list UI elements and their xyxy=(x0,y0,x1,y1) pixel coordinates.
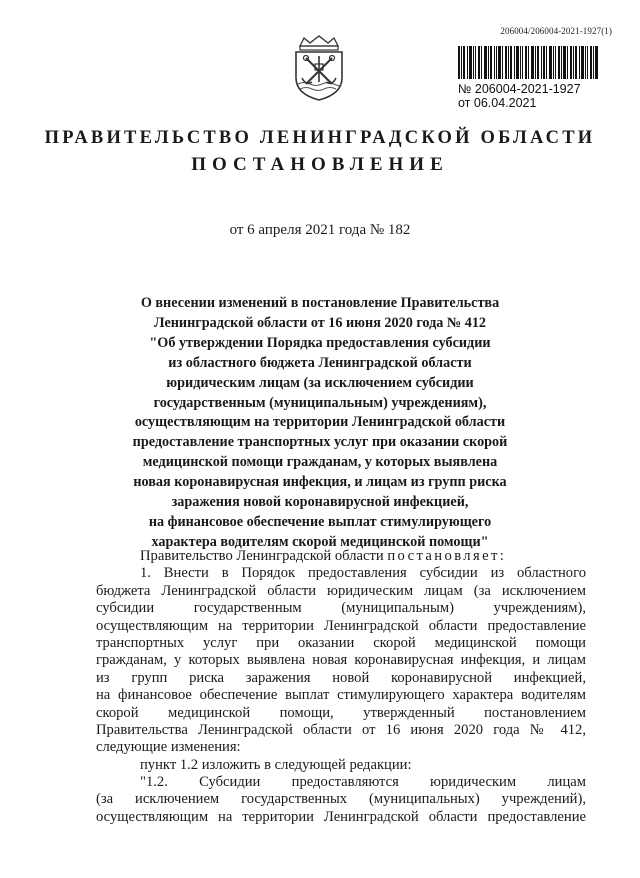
registration-date: от 06.04.2021 xyxy=(458,96,537,110)
body-line: пункт 1.2 изложить в следующей редакции: xyxy=(140,756,412,773)
body-line: скорой медицинской помощи, утвержденный постановлением xyxy=(96,704,586,721)
subject-line: характера водителям скорой медицинской помощи" xyxy=(151,533,489,550)
body-line: следующие изменения: xyxy=(96,739,241,756)
body-line: на финансовое обеспечение выплат стимулирующего характера водителям xyxy=(96,687,586,704)
body-line: 1. Внести в Порядок предоставления субсидии из областного xyxy=(140,565,586,582)
subject-line: Ленинградской области от 16 июня 2020 года № 412 xyxy=(153,314,487,331)
document-date-number: от 6 апреля 2021 года № 182 xyxy=(229,222,411,238)
resolve-word: постановляет: xyxy=(387,548,507,564)
barcode-icon xyxy=(458,46,598,79)
body-line: осуществляющим на территории Ленинградской области предоставление xyxy=(96,808,586,825)
subject-line: на финансовое обеспечение выплат стимулирующего xyxy=(148,513,492,530)
body-line: осуществляющим на территории Ленинградской области предоставление xyxy=(96,617,586,634)
leningrad-oblast-coat-of-arms-icon xyxy=(290,34,348,102)
registration-block xyxy=(458,46,608,110)
subject-line: предоставление транспортных услуг при оказании скорой xyxy=(132,434,508,451)
body-line: гражданам, у которых выявлена новая коронавирусная инфекция, и лицам xyxy=(96,652,586,669)
subject-line: государственным (муниципальным) учреждениям), xyxy=(153,394,487,411)
body-line: "1.2. Субсидии предоставляются юридическим лицам xyxy=(140,774,586,791)
subject-line: О внесении изменений в постановление Правительства xyxy=(140,295,500,311)
registration-number: № 206004-2021-1927 xyxy=(458,82,581,96)
government-title: ПРАВИТЕЛЬСТВО ЛЕНИНГРАДСКОЙ ОБЛАСТИ xyxy=(44,128,596,148)
body-line: субсидии государственным (муниципальным) учреждениям), xyxy=(96,600,586,617)
subject-line: из областного бюджета Ленинградской области xyxy=(168,354,472,371)
document-reference-id: 206004/206004-2021-1927(1) xyxy=(500,26,612,36)
resolution-subject xyxy=(100,294,540,553)
document-type-title: ПОСТАНОВЛЕНИЕ xyxy=(191,154,449,175)
body-line: Правительства Ленинградской области от 16 июня 2020 года № 412, xyxy=(96,721,586,738)
body-line: бюджета Ленинградской области юридическим лицам (за исключением xyxy=(96,582,586,599)
resolution-body xyxy=(96,548,586,826)
body-line: (за исключением государственных (муниципальных) учреждений), xyxy=(96,791,586,808)
subject-line: заражения новой коронавирусной инфекцией, xyxy=(171,494,469,511)
subject-line: медицинской помощи гражданам, у которых выявлена xyxy=(142,454,498,471)
subject-line: юридическим лицам (за исключением субсидии xyxy=(166,374,474,391)
subject-line: осуществляющим на территории Ленинградской области xyxy=(134,414,506,431)
body-line: из групп риска заражения новой коронавирусной инфекцией, xyxy=(96,669,586,686)
body-line: транспортных услуг при оказании скорой медицинской помощи xyxy=(96,634,586,651)
resolve-prefix: Правительство Ленинградской области xyxy=(140,548,384,564)
subject-line: новая коронавирусная инфекция, и лицам из групп риска xyxy=(133,474,507,491)
resolve-line xyxy=(96,548,586,565)
subject-line: "Об утверждении Порядка предоставления субсидии xyxy=(149,334,491,351)
